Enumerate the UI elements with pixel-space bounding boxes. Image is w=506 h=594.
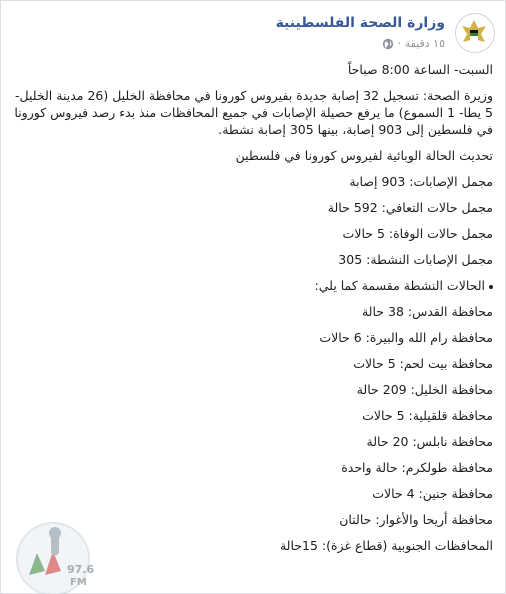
- governorate-line: محافظة رام الله والبيرة: 6 حالات: [319, 330, 493, 345]
- governorate-line: محافظة الخليل: 209 حالة: [356, 382, 493, 397]
- globe-icon[interactable]: [382, 38, 394, 50]
- total-active: مجمل الإصابات النشطة: 305: [338, 252, 493, 267]
- update-title: تحديث الحالة الوبائية لفيروس كورونا في فلسطين: [235, 148, 493, 163]
- governorate-line: محافظة نابلس: 20 حالة: [366, 434, 493, 449]
- radio-frequency: 97.6: [67, 563, 95, 576]
- bullet-icon: [489, 285, 493, 289]
- total-deaths: مجمل حالات الوفاة: 5 حالات: [342, 226, 493, 241]
- radio-logo-icon: [7, 513, 103, 594]
- governorate-line: محافظة القدس: 38 حالة: [361, 304, 493, 319]
- governorate-line: محافظة أريحا والأغوار: حالتان: [339, 512, 493, 527]
- radio-band: FM: [70, 577, 87, 588]
- active-breakdown-text: الحالات النشطة مقسمة كما يلي:: [314, 278, 485, 293]
- post-paragraph: وزيرة الصحة: تسجيل 32 إصابة جديدة بفيروس كورونا في محافظة الخليل (26 مدينة الخليل- 5 يطا- 1 السموع) ما يرفع حصيلة الإصابات في جميع المحافظات منذ بدء رصد فيروس كورونا في فلسطين إلى 903 إصابة، بينها 305 إصابة نشطة.: [14, 88, 493, 137]
- post-date-line: السبت- الساعة 8:00 صباحاً: [347, 62, 493, 77]
- page-avatar[interactable]: [455, 13, 495, 53]
- post-meta: [382, 37, 445, 50]
- active-breakdown: [11, 277, 493, 294]
- post-header: [9, 9, 495, 57]
- page-name-link[interactable]: وزارة الصحة الفلسطينية: [275, 15, 445, 31]
- governorate-line: محافظة جنين: 4 حالات: [372, 486, 493, 501]
- post-time[interactable]: ١٥ دقيقة ·: [397, 37, 445, 50]
- total-recovered: مجمل حالات التعافي: 592 حالة: [327, 200, 493, 215]
- governorate-line: محافظة قلقيلية: 5 حالات: [362, 408, 493, 423]
- gaza-line: المحافظات الجنوبية (قطاع غزة): 15حالة: [279, 538, 493, 553]
- governorate-line: محافظة طولكرم: حالة واحدة: [341, 460, 493, 475]
- radio-watermark-logo: [7, 513, 103, 594]
- governorate-line: محافظة بيت لحم: 5 حالات: [353, 356, 493, 371]
- post-body: [11, 61, 493, 563]
- total-cases: مجمل الإصابات: 903 إصابة: [349, 174, 493, 189]
- ministry-emblem-icon: [455, 14, 494, 53]
